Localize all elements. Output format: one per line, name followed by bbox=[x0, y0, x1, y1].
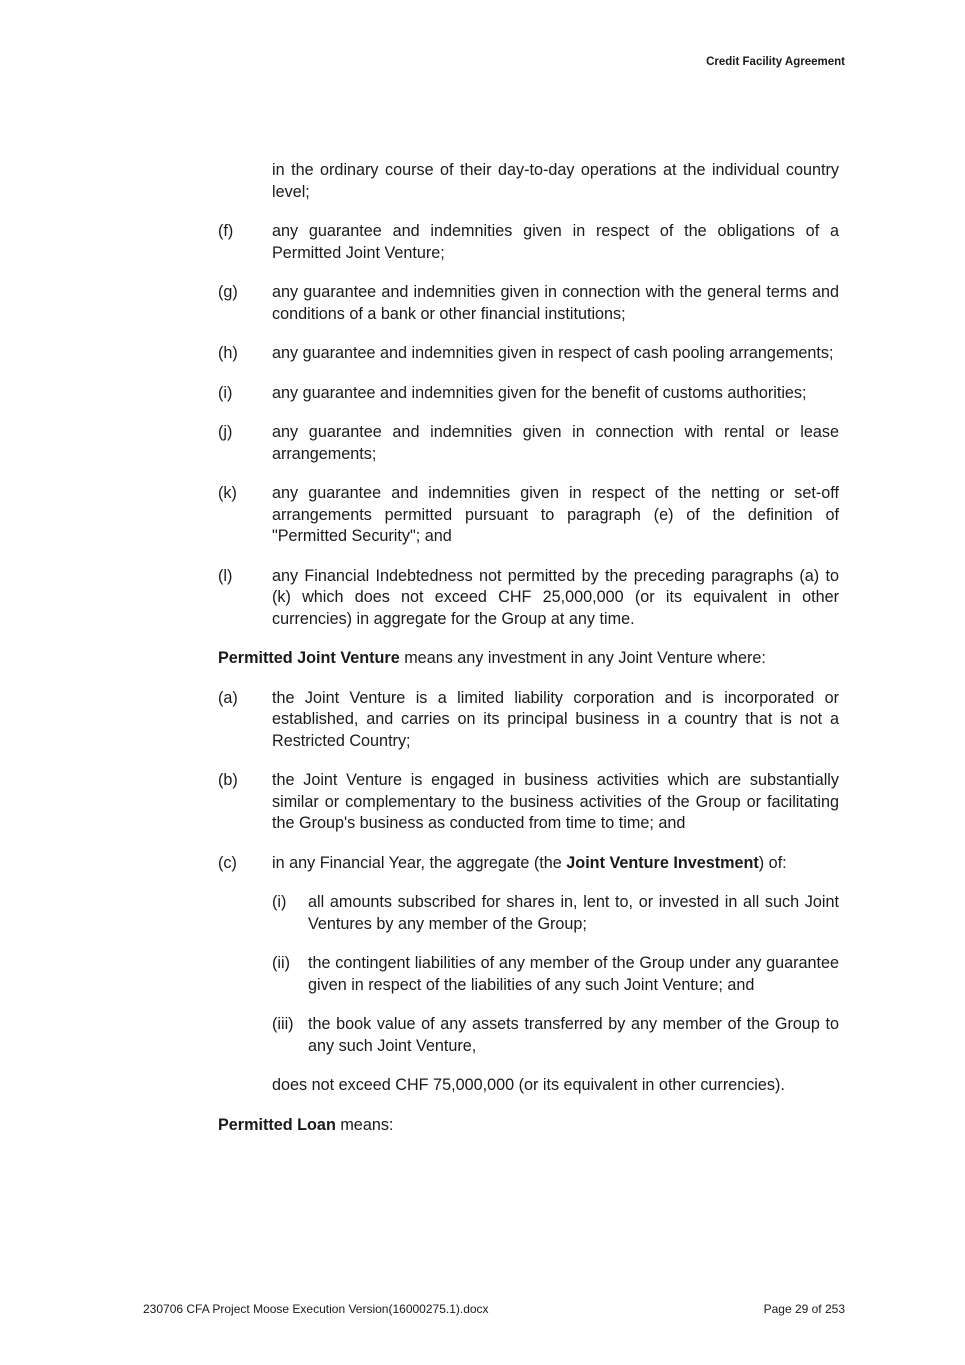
list-item-label: (b) bbox=[218, 771, 238, 789]
definition-permitted-loan bbox=[218, 1115, 839, 1137]
list-item-text: any guarantee and indemnities given in respect of cash pooling arrangements; bbox=[272, 344, 834, 362]
list-item-label: (k) bbox=[218, 484, 237, 502]
list-item-text bbox=[272, 853, 839, 875]
list-item-j bbox=[218, 422, 839, 465]
sub-item-label: (ii) bbox=[272, 954, 290, 972]
closing-paragraph: does not exceed CHF 75,000,000 (or its equivalent in other currencies). bbox=[272, 1076, 785, 1094]
sub-item-label: (i) bbox=[272, 893, 287, 911]
list-item-label: (f) bbox=[218, 222, 234, 240]
document-body bbox=[218, 160, 839, 1154]
list-item-label: (g) bbox=[218, 283, 238, 301]
sub-item-i bbox=[272, 892, 839, 935]
list-item-b bbox=[218, 770, 839, 835]
list-item-a bbox=[218, 688, 839, 753]
sub-item-text: the book value of any assets transferred by any member of the Group to any such Joint Venture, bbox=[308, 1015, 839, 1055]
text-before: in any Financial Year, the aggregate (the bbox=[272, 853, 567, 872]
sub-item-text: the contingent liabilities of any member of the Group under any guarantee given in respect of the liabilities of any such Joint Venture; and bbox=[308, 954, 839, 994]
sub-item-iii bbox=[272, 1014, 839, 1057]
defined-term: Permitted Loan bbox=[218, 1115, 336, 1134]
list-item-text: any guarantee and indemnities given for the benefit of customs authorities; bbox=[272, 383, 807, 402]
list-item-text: any guarantee and indemnities given in respect of the netting or set-off arrangements permitted pursuant to paragraph (e) of the definition of "Permitted Security"; and bbox=[272, 484, 839, 545]
continued-paragraph: in the ordinary course of their day-to-day operations at the individual country level; bbox=[272, 161, 839, 201]
list-item-label: (c) bbox=[218, 853, 237, 872]
list-item-i bbox=[218, 383, 839, 405]
list-item-label: (l) bbox=[218, 566, 233, 585]
list-item-f bbox=[218, 221, 839, 264]
list-item-k bbox=[218, 483, 839, 548]
list-item-g bbox=[218, 282, 839, 325]
list-item-c bbox=[218, 853, 839, 875]
list-item-label: (j) bbox=[218, 423, 233, 441]
sub-item-ii bbox=[272, 953, 839, 996]
list-item-label: (i) bbox=[218, 383, 233, 402]
definition-intro: means any investment in any Joint Venture where: bbox=[399, 649, 766, 667]
list-item-text: the Joint Venture is engaged in business activities which are substantially similar or complementary to the business activities of the Group or facilitating the Group's business as conducted from time to time; and bbox=[272, 771, 839, 832]
footer-filename: 230706 CFA Project Moose Execution Version(16000275.1).docx bbox=[143, 1302, 489, 1316]
definition-permitted-joint-venture bbox=[218, 648, 839, 670]
list-item-h bbox=[218, 343, 839, 365]
running-header-title: Credit Facility Agreement bbox=[706, 56, 845, 68]
list-item-text: any guarantee and indemnities given in connection with rental or lease arrangements; bbox=[272, 423, 839, 463]
list-item-text: the Joint Venture is a limited liability corporation and is incorporated or established, and carries on its principal business in a country that is not a Restricted Country; bbox=[272, 688, 839, 750]
sub-item-label: (iii) bbox=[272, 1015, 294, 1033]
list-item-l bbox=[218, 566, 839, 631]
list-item-label: (h) bbox=[218, 344, 238, 362]
defined-term: Joint Venture Investment bbox=[566, 853, 759, 872]
list-item-text: any guarantee and indemnities given in connection with the general terms and conditions of a bank or other financial institutions; bbox=[272, 283, 839, 323]
definition-intro: means: bbox=[335, 1115, 394, 1134]
footer-page-number: Page 29 of 253 bbox=[763, 1302, 845, 1316]
list-item-label: (a) bbox=[218, 688, 238, 707]
text-after: ) of: bbox=[758, 853, 787, 872]
list-item-text: any Financial Indebtedness not permitted by the preceding paragraphs (a) to (k) which does not exceed CHF 25,000,000 (or its equivalent in other currencies) in aggregate for the Group at any time. bbox=[272, 566, 839, 628]
sub-item-text: all amounts subscribed for shares in, lent to, or invested in all such Joint Ventures by any member of the Group; bbox=[308, 893, 839, 933]
list-item-text: any guarantee and indemnities given in respect of the obligations of a Permitted Joint Venture; bbox=[272, 222, 839, 262]
defined-term: Permitted Joint Venture bbox=[218, 649, 400, 667]
